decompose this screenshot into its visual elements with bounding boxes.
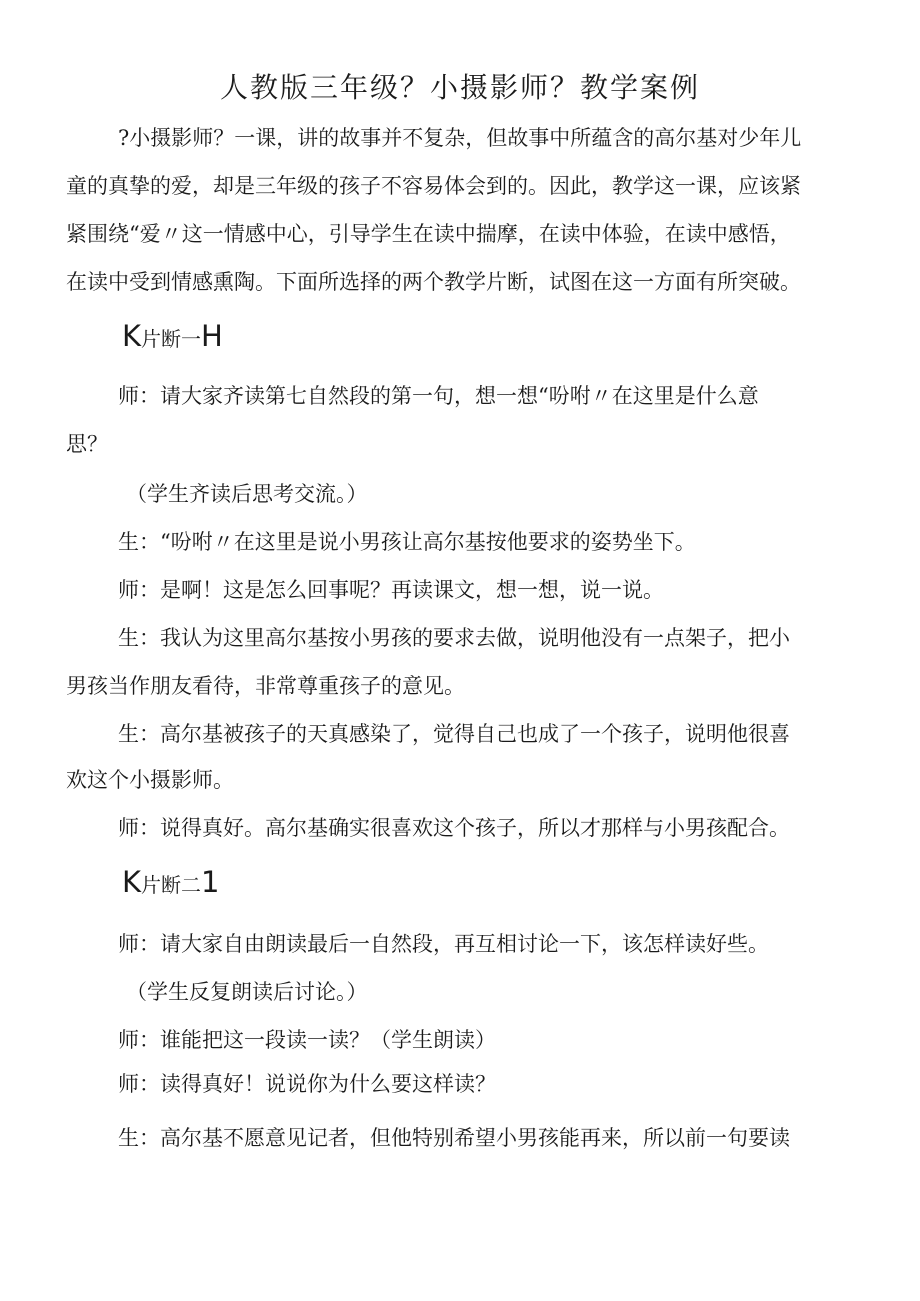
segment-1-line-3: （学生齐读后思考交流。） (126, 482, 368, 506)
segment-2-line-3: 师：谁能把这一段读一读？（学生朗读） (118, 1028, 496, 1052)
segment-1-line-4: 生：“吩咐〃在这里是说小男孩让高尔基按他要求的姿势坐下。 (118, 530, 696, 554)
intro-line-4: 在读中受到情感熏陶。下面所选择的两个教学片断，试图在这一方面有所突破。 (66, 270, 801, 294)
segment-2-heading (122, 864, 219, 903)
segment-2-heading-suffix: 1 (201, 865, 220, 899)
segment-1-heading-suffix: H (201, 319, 223, 353)
segment-1-line-2: 思？ (66, 432, 108, 456)
segment-1-line-9: 欢这个小摄影师。 (66, 768, 234, 792)
intro-line-1: ?小摄影师？一课，讲的故事并不复杂，但故事中所蕴含的高尔基对少年儿 (118, 126, 802, 150)
segment-2-line-4: 师：读得真好！说说你为什么要这样读？ (118, 1072, 496, 1096)
segment-1-line-8: 生：高尔基被孩子的天真感染了，觉得自己也成了一个孩子，说明他很喜 (118, 722, 790, 746)
segment-1-line-5: 师：是啊！这是怎么回事呢？再读课文，想一想，说一说。 (118, 578, 664, 602)
segment-1-line-6: 生：我认为这里高尔基按小男孩的要求去做，说明他没有一点架子，把小 (118, 626, 790, 650)
segment-2-line-2: （学生反复朗读后讨论。） (126, 980, 368, 1004)
segment-2-line-1: 师：请大家自由朗读最后一自然段，再互相讨论一下，该怎样读好些。 (118, 932, 769, 956)
segment-1-heading-prefix: K (122, 319, 142, 353)
segment-1-line-7: 男孩当作朋友看待，非常尊重孩子的意见。 (66, 674, 465, 698)
intro-line-3: 紧围绕“爱〃这一情感中心，引导学生在读中揣摩，在读中体验，在读中感悟， (66, 222, 791, 246)
segment-2-line-5: 生：高尔基不愿意见记者，但他特别希望小男孩能再来，所以前一句要读 (118, 1126, 790, 1150)
document-title: 人教版三年级？小摄影师？教学案例 (219, 71, 700, 104)
segment-2-heading-prefix: K (122, 865, 142, 899)
segment-1-line-10: 师：说得真好。高尔基确实很喜欢这个孩子，所以才那样与小男孩配合。 (118, 816, 790, 840)
segment-1-heading-text: 片断一 (141, 327, 202, 351)
segment-2-heading-text: 片断二 (141, 873, 202, 897)
segment-1-line-1: 师：请大家齐读第七自然段的第一句，想一想“吩咐〃在这里是什么意 (118, 384, 759, 408)
intro-line-2: 童的真挚的爱，却是三年级的孩子不容易体会到的。因此，教学这一课，应该紧 (66, 174, 801, 198)
segment-1-heading (122, 318, 223, 357)
